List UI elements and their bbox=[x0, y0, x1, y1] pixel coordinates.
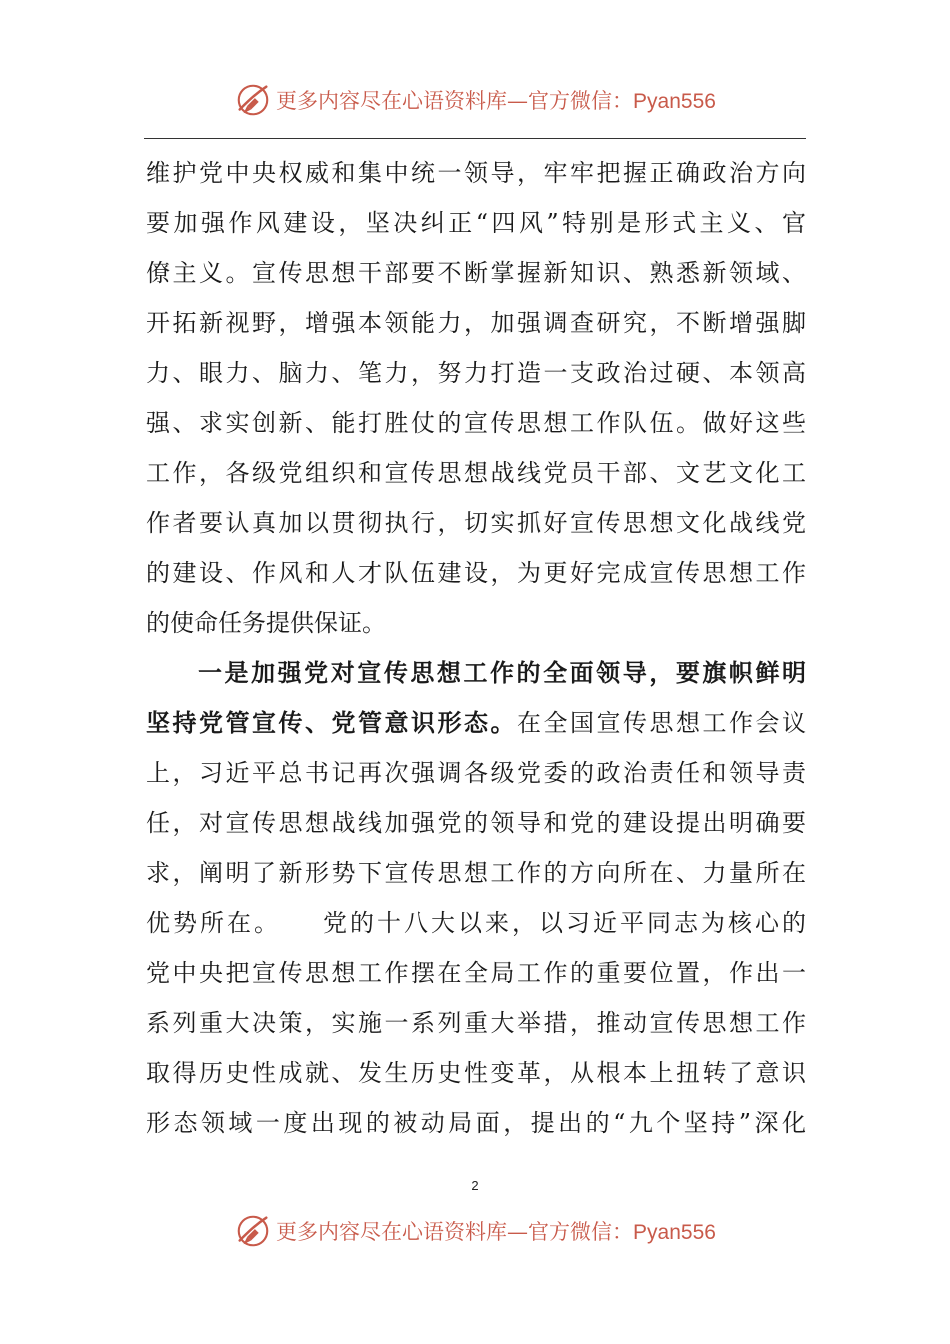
text-line: 维护党中央权威和集中统一领导，牢牢把握正确政治方向 bbox=[146, 159, 806, 187]
text-line: 求，阐明了新形势下宣传思想工作的方向所在、力量所在 bbox=[146, 859, 806, 887]
text-line: 作者要认真加以贯彻执行，切实抓好宣传思想文化战线党 bbox=[146, 509, 806, 537]
footer-wechat-id: Pyan556 bbox=[633, 1221, 716, 1244]
text-line: 取得历史性成就、发生历史性变革，从根本上扭转了意识 bbox=[146, 1059, 806, 1087]
text-line: 优势所在。 党的十八大以来，以习近平同志为核心的 bbox=[146, 909, 806, 937]
text-line: 系列重大决策，实施一系列重大举措，推动宣传思想工作 bbox=[146, 1009, 806, 1037]
header-banner-text: 更多内容尽在心语资料库—官方微信：Pyan556 bbox=[276, 89, 716, 113]
section-heading-rest: 在全国宣传思想工作会议 bbox=[517, 709, 806, 737]
text-line: 的建设、作风和人才队伍建设，为更好完成宣传思想工作 bbox=[146, 559, 806, 587]
section-heading-bold: 坚持党管宣传、党管意识形态。 bbox=[146, 709, 517, 737]
section-heading-line bbox=[146, 698, 806, 748]
footer-banner bbox=[0, 1209, 950, 1253]
text-line: 党中央把宣传思想工作摆在全局工作的重要位置，作出一 bbox=[146, 959, 806, 987]
text-line: 力、眼力、脑力、笔力，努力打造一支政治过硬、本领高 bbox=[146, 359, 806, 387]
pen-logo-icon bbox=[234, 1212, 272, 1250]
text-line: 任，对宣传思想战线加强党的领导和党的建设提出明确要 bbox=[146, 809, 806, 837]
header-banner bbox=[0, 78, 950, 122]
header-wechat-id: Pyan556 bbox=[633, 90, 716, 113]
text-line: 形态领域一度出现的被动局面，提出的“九个坚持”深化 bbox=[146, 1109, 806, 1137]
text-line: 要加强作风建设，坚决纠正“四风”特别是形式主义、官 bbox=[146, 209, 806, 237]
text-line: 开拓新视野，增强本领能力，加强调查研究，不断增强脚 bbox=[146, 309, 806, 337]
footer-banner-text: 更多内容尽在心语资料库—官方微信：Pyan556 bbox=[276, 1220, 716, 1244]
text-line: 工作，各级党组织和宣传思想战线党员干部、文艺文化工 bbox=[146, 459, 806, 487]
section-heading-line: 一是加强党对宣传思想工作的全面领导，要旗帜鲜明 bbox=[198, 659, 806, 687]
text-line: 强、求实创新、能打胜仗的宣传思想工作队伍。做好这些 bbox=[146, 409, 806, 437]
text-line: 上，习近平总书记再次强调各级党委的政治责任和领导责 bbox=[146, 759, 806, 787]
text-line: 的使命任务提供保证。 bbox=[146, 609, 386, 637]
document-body bbox=[146, 148, 806, 1148]
text-line: 僚主义。宣传思想干部要不断掌握新知识、熟悉新领域、 bbox=[146, 259, 806, 287]
page-number: 2 bbox=[471, 1178, 479, 1193]
pen-logo-icon bbox=[234, 81, 272, 119]
header-divider bbox=[144, 138, 806, 139]
